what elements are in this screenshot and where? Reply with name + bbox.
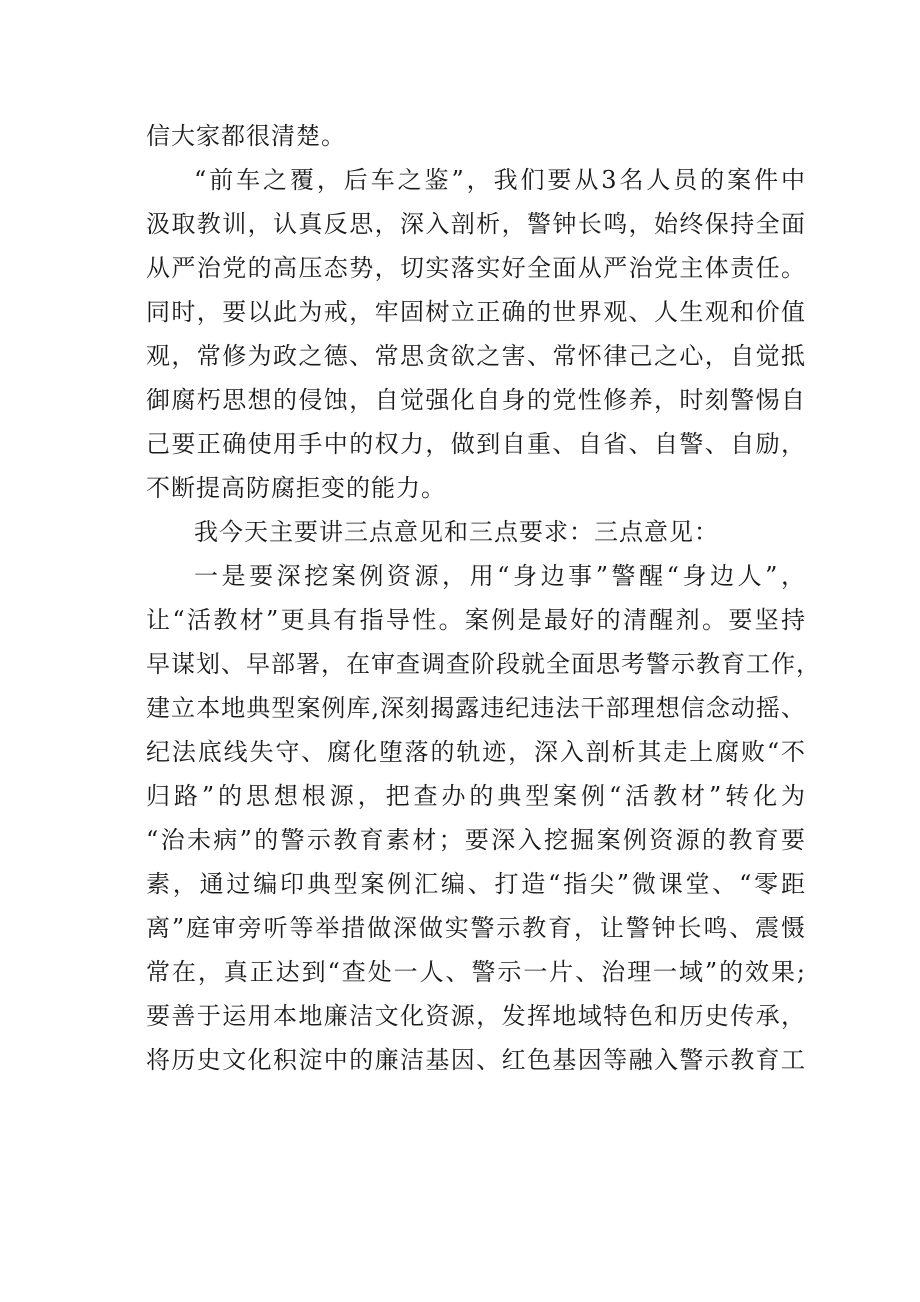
text-line: 汲取教训，认真反思，深入剖析，警钟长鸣，始终保持全面	[146, 210, 806, 238]
text-line: 归路”的思想根源，把查办的典型案例“活教材”转化为	[146, 782, 806, 810]
text-line: 离”庭审旁听等举措做深做实警示教育，让警钟长鸣、震慑	[146, 914, 806, 942]
text-line: 素，通过编印典型案例汇编、打造“指尖”微课堂、“零距	[146, 870, 806, 898]
text-line: 御腐朽思想的侵蚀，自觉强化自身的党性修养，时刻警惕自	[146, 386, 806, 414]
text-line: 建立本地典型案例库,深刻揭露违纪违法干部理想信念动摇、	[146, 694, 806, 722]
text-line: 观，常修为政之德、常思贪欲之害、常怀律己之心，自觉抵	[146, 342, 806, 370]
text-line: 同时，要以此为戒，牢固树立正确的世界观、人生观和价值	[146, 298, 806, 326]
text-line: 让“活教材”更具有指导性。案例是最好的清醒剂。要坚持	[146, 606, 806, 634]
text-line: 纪法底线失守、腐化堕落的轨迹，深入剖析其走上腐败“不	[146, 738, 806, 766]
document-body	[146, 114, 821, 1082]
text-line: 己要正确使用手中的权力，做到自重、自省、自警、自励，	[146, 430, 806, 458]
text-line: 将历史文化积淀中的廉洁基因、红色基因等融入警示教育工	[146, 1046, 806, 1074]
text-line: 要善于运用本地廉洁文化资源，发挥地域特色和历史传承，	[146, 1002, 806, 1030]
paragraph	[146, 554, 821, 1082]
paragraph	[146, 158, 806, 510]
text-line: “治未病”的警示教育素材；要深入挖掘案例资源的教育要	[146, 826, 806, 854]
paragraph	[146, 510, 806, 554]
text-line: 早谋划、早部署，在审查调查阶段就全面思考警示教育工作，	[146, 650, 821, 678]
text-line: 信大家都很清楚。	[146, 122, 346, 150]
text-line: 一是要深挖案例资源，用“身边事”警醒“身边人”，	[194, 562, 806, 590]
text-line: “前车之覆，后车之鉴”，我们要从3名人员的案件中	[194, 166, 806, 194]
text-line: 从严治党的高压态势，切实落实好全面从严治党主体责任。	[146, 254, 806, 282]
text-line: 我今天主要讲三点意见和三点要求：三点意见：	[194, 518, 719, 546]
text-line: 常在，真正达到“查处一人、警示一片、治理一域”的效果;	[146, 958, 806, 986]
text-line: 不断提高防腐拒变的能力。	[146, 474, 446, 502]
paragraph	[146, 114, 806, 158]
